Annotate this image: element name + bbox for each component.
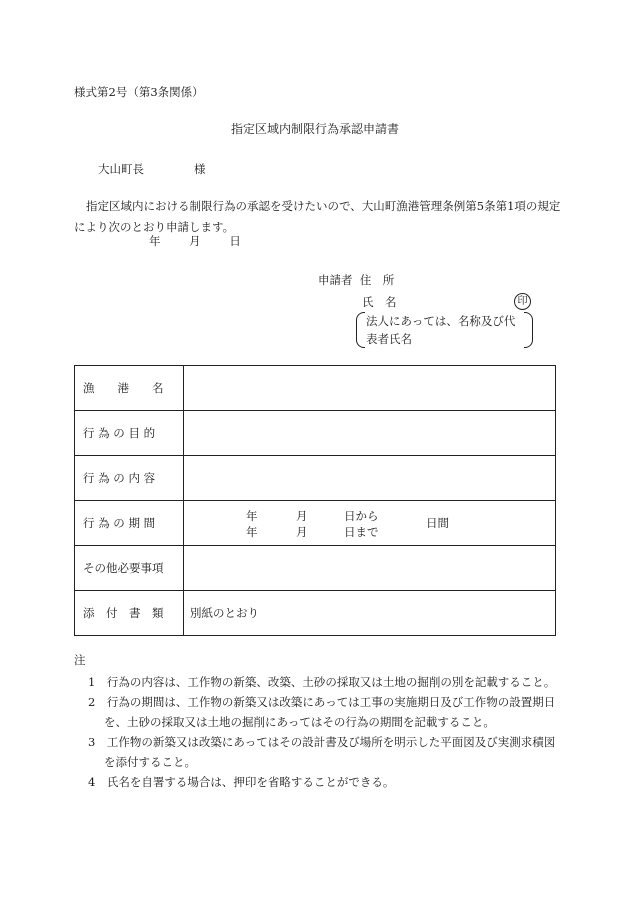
row-label-period: 行 為 の 期 間 xyxy=(75,501,184,546)
row-label-other: その他必要事項 xyxy=(75,546,184,591)
corporation-note-text: 法人にあっては、名称及び代表者氏名 xyxy=(366,314,516,346)
date-day: 日 xyxy=(229,234,241,248)
applicant-name xyxy=(362,294,397,311)
address-label: 住 所 xyxy=(359,273,395,287)
applicant-label: 申請者 xyxy=(318,273,353,287)
row-label-port: 漁 港 名 xyxy=(75,366,184,411)
table-row xyxy=(75,366,556,411)
note-item: 4 氏名を自署する場合は、押印を省略することができる。 xyxy=(88,775,395,789)
row-label-attachments: 添 付 書 類 xyxy=(75,591,184,636)
addressee-honorific: 様 xyxy=(194,162,206,176)
period-from-day: 日から xyxy=(344,509,379,523)
form-title: 指定区域内制限行為承認申請書 xyxy=(230,122,399,136)
row-value-content[interactable] xyxy=(184,456,556,501)
period-to-year: 年 xyxy=(246,525,258,539)
corporation-note xyxy=(360,312,530,348)
application-table xyxy=(74,365,556,636)
form-number: 様式第2号（第3条関係） xyxy=(74,85,204,99)
row-label-content: 行 為 の 内 容 xyxy=(75,456,184,501)
name-label: 氏 名 xyxy=(362,295,397,309)
period-from-month: 月 xyxy=(296,509,308,523)
notes-heading: 注 xyxy=(74,653,86,667)
table-row xyxy=(75,546,556,591)
row-value-port[interactable] xyxy=(184,366,556,411)
seal-mark: 印 xyxy=(514,293,531,310)
date-month: 月 xyxy=(189,234,201,248)
note-item: 3 工作物の新築又は改築にあってはその設計書及び場所を明示した平面図及び実測求積図を添付すること。 xyxy=(88,735,556,769)
table-row xyxy=(75,456,556,501)
date-year: 年 xyxy=(149,234,161,248)
applicant-address xyxy=(318,272,394,289)
table-row xyxy=(75,501,556,546)
addressee xyxy=(98,161,206,178)
row-label-purpose: 行 為 の 目 的 xyxy=(75,411,184,456)
addressee-name: 大山町長 xyxy=(98,162,144,176)
period-fields xyxy=(184,501,555,545)
table-row xyxy=(75,411,556,456)
period-duration: 日間 xyxy=(426,516,449,530)
table-row xyxy=(75,591,556,636)
notes xyxy=(74,650,564,792)
note-item: 1 行為の内容は、工作物の新築、改築、土砂の採取又は土地の掘削の別を記載すること。 xyxy=(88,675,556,689)
period-to-month: 月 xyxy=(296,525,308,539)
row-value-period[interactable] xyxy=(184,501,556,546)
date-line xyxy=(149,233,266,250)
body-text: 指定区域内における制限行為の承認を受けたいので、大山町漁港管理条例第5条第1項の規定により次のとおり申請します。 xyxy=(74,199,561,234)
period-to-day: 日まで xyxy=(344,525,379,539)
row-value-other[interactable] xyxy=(184,546,556,591)
period-from-year: 年 xyxy=(246,509,258,523)
row-value-attachments[interactable]: 別紙のとおり xyxy=(184,591,556,636)
bracket-right xyxy=(524,312,533,348)
row-value-purpose[interactable] xyxy=(184,411,556,456)
note-item: 2 行為の期間は、工作物の新築又は改築にあっては工事の実施期日及び工作物の設置期日を、土砂の採取又は土地の掘削にあってはその行為の期間を記載すること。 xyxy=(88,695,556,729)
